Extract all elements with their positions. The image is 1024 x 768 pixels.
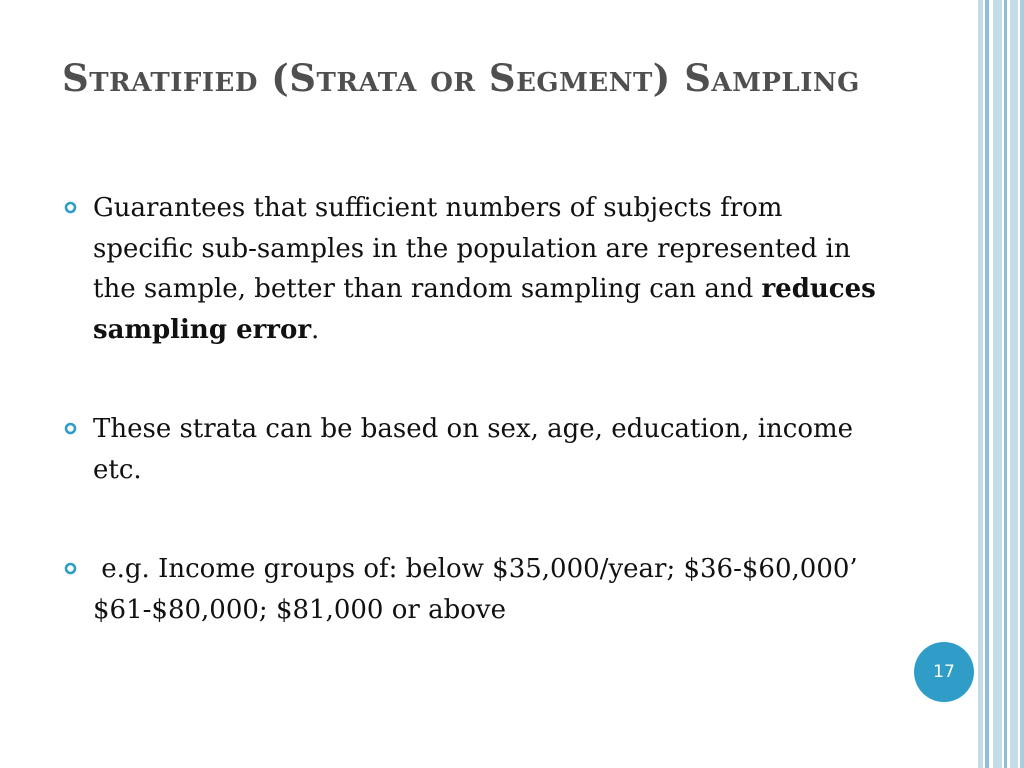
decorative-stripe	[985, 0, 989, 768]
page-number-badge: 17	[914, 642, 974, 702]
bullet-text: These strata can be based on sex, age, education, income etc.	[93, 414, 854, 485]
bullet-text: e.g. Income groups of: below $35,000/year; $36-$60,000’ $61-$80,000; $81,000 or above	[93, 554, 866, 625]
bullet-emphasis: reduces sampling error	[93, 274, 876, 345]
bullet-text: Guarantees that sufficient numbers of subjects from specific sub-samples in the population are represented in the sample, better than random sampling can and	[93, 193, 851, 304]
decorative-stripe	[993, 0, 1002, 768]
bullet-item	[62, 409, 882, 490]
bullet-item	[62, 549, 882, 630]
bullet-item	[62, 188, 882, 350]
ring-bullet-icon	[64, 562, 77, 575]
bullet-list	[62, 188, 882, 630]
ring-bullet-icon	[64, 201, 77, 214]
decorative-stripe	[1020, 0, 1024, 768]
ring-bullet-icon	[64, 422, 77, 435]
slide-title: Stratified (Strata or Segment) Sampling	[62, 56, 860, 100]
bullet-tail: .	[311, 314, 320, 345]
decorative-stripe	[1004, 0, 1007, 768]
decorative-stripe	[978, 0, 983, 768]
decorative-stripe	[1010, 0, 1018, 768]
